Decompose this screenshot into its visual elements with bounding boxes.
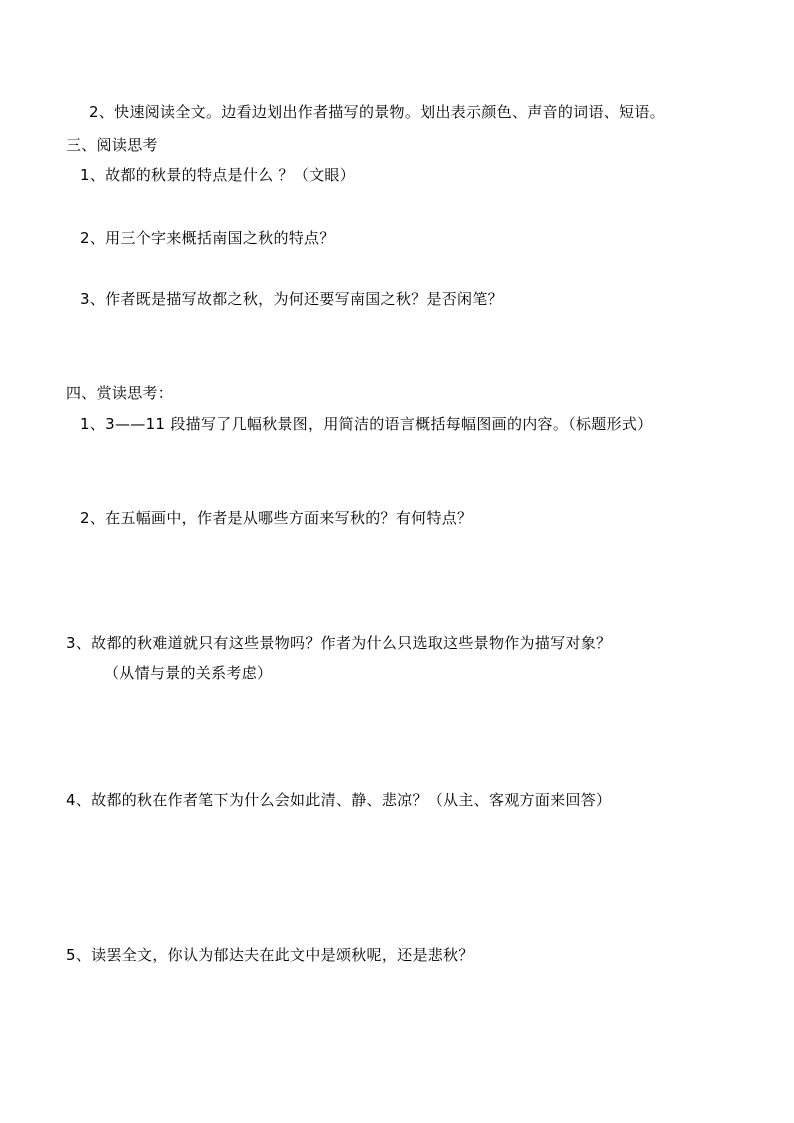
- section-heading-reading-thinking: 三、阅读思考: [66, 136, 158, 154]
- question-2-southern-autumn: 2、用三个字来概括南国之秋的特点？: [80, 229, 335, 247]
- question-1-autumn-features: 1、故都的秋景的特点是什么 ？（文眼）: [80, 166, 356, 184]
- appreciation-question-5: 5、读罢全文，你认为郁达夫在此文中是颂秋呢，还是悲秋？: [66, 946, 474, 964]
- appreciation-question-3: 3、故都的秋难道就只有这些景物吗？作者为什么只选取这些景物作为描写对象？: [66, 634, 612, 652]
- question-3-why-southern-autumn: 3、作者既是描写故都之秋，为何还要写南国之秋？是否闲笔？: [80, 290, 503, 308]
- appreciation-question-3-hint: （从情与景的关系考虑）: [104, 664, 273, 682]
- appreciation-question-1: 1、3——11 段描写了几幅秋景图，用简洁的语言概括每幅图画的内容。（标题形式）: [80, 415, 653, 433]
- appreciation-question-4: 4、故都的秋在作者笔下为什么会如此清、静、悲凉？（从主、客观方面来回答）: [66, 791, 612, 809]
- appreciation-question-2: 2、在五幅画中，作者是从哪些方面来写秋的？有何特点？: [80, 509, 473, 527]
- section-heading-appreciation: 四、赏读思考：: [66, 384, 174, 402]
- reading-task-2: 2、快速阅读全文。边看边划出作者描写的景物。划出表示颜色、声音的词语、短语。: [89, 103, 665, 121]
